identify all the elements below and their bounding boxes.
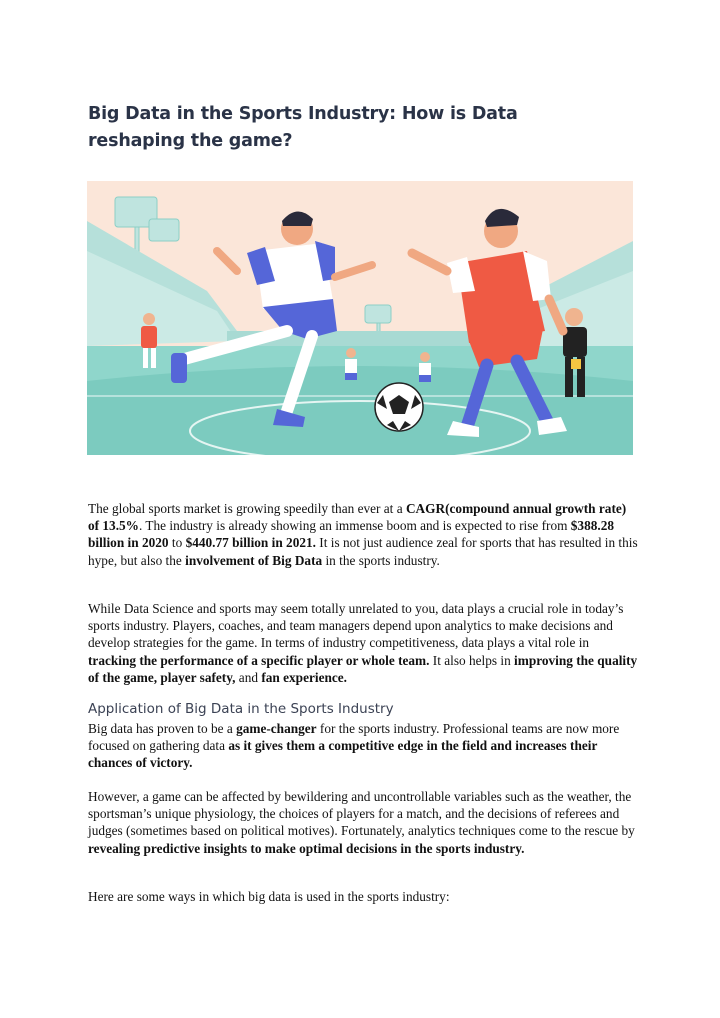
paragraph-game-changer — [88, 720, 640, 772]
soccer-ball-icon — [375, 383, 423, 431]
player-small-center — [345, 348, 357, 380]
text: in the sports industry. — [322, 552, 440, 568]
paragraph-market-growth — [88, 500, 640, 569]
text: However, a game can be affected by bewildering and uncontrollable variables such as the weather, the sportsman’s unique physiology, the choices of players for a match, and the decisions of referees and judges (sometimes based on political motives). Fortunately, analytics techniques come to the rescue by — [88, 789, 635, 839]
page-title: Big Data in the Sports Industry: How is Data reshaping the game? — [88, 104, 518, 151]
bold-text: $440.77 billion in 2021. — [185, 535, 316, 551]
hero-image — [87, 181, 633, 455]
soccer-players-illustration — [87, 181, 633, 455]
bold-text: $388.28 billion in 2020 — [88, 518, 614, 551]
text: It also helps in — [429, 652, 515, 668]
text: While Data Science and sports may seem totally unrelated to you, data plays a crucial role in today’s sports industry. Players, coaches, and team managers depend upon analytics to make decisions and develop strategies for the game. In terms of industry competitiveness, data plays a vital role in — [88, 601, 624, 651]
paragraph-ways-intro — [88, 888, 640, 905]
bold-text: improving the quality of the game, player safety, — [88, 652, 638, 685]
bold-text: CAGR(compound annual growth rate) of 13.5% — [88, 501, 627, 534]
bold-text: as it gives them a competitive edge in the field and increases their chances of victory. — [88, 738, 598, 771]
text: to — [168, 535, 186, 551]
text: for the sports industry. Professional teams are now more focused on gathering data — [88, 721, 620, 754]
bold-text: fan experience. — [261, 669, 347, 685]
text: and — [235, 669, 262, 685]
text: The global sports market is growing speedily than ever at a — [88, 501, 406, 516]
bold-text: involvement of Big Data — [185, 552, 323, 568]
paragraph-variables — [88, 788, 640, 857]
text: It is not just audience zeal for sports that has resulted in this hype, but also the — [88, 535, 638, 568]
text: . The industry is already showing an immense boom and is expected to rise from — [138, 518, 571, 534]
text: Big data has proven to be a — [88, 721, 237, 736]
section-heading: Application of Big Data in the Sports Industry — [88, 701, 394, 717]
paragraph-data-role — [88, 600, 640, 686]
bold-text: game-changer — [236, 721, 317, 736]
player-small-right — [419, 352, 431, 382]
bold-text: tracking the performance of a specific player or whole team. — [88, 652, 430, 668]
bold-text: revealing predictive insights to make optimal decisions in the sports industry. — [88, 840, 525, 856]
text: Here are some ways in which big data is used in the sports industry: — [88, 889, 450, 904]
